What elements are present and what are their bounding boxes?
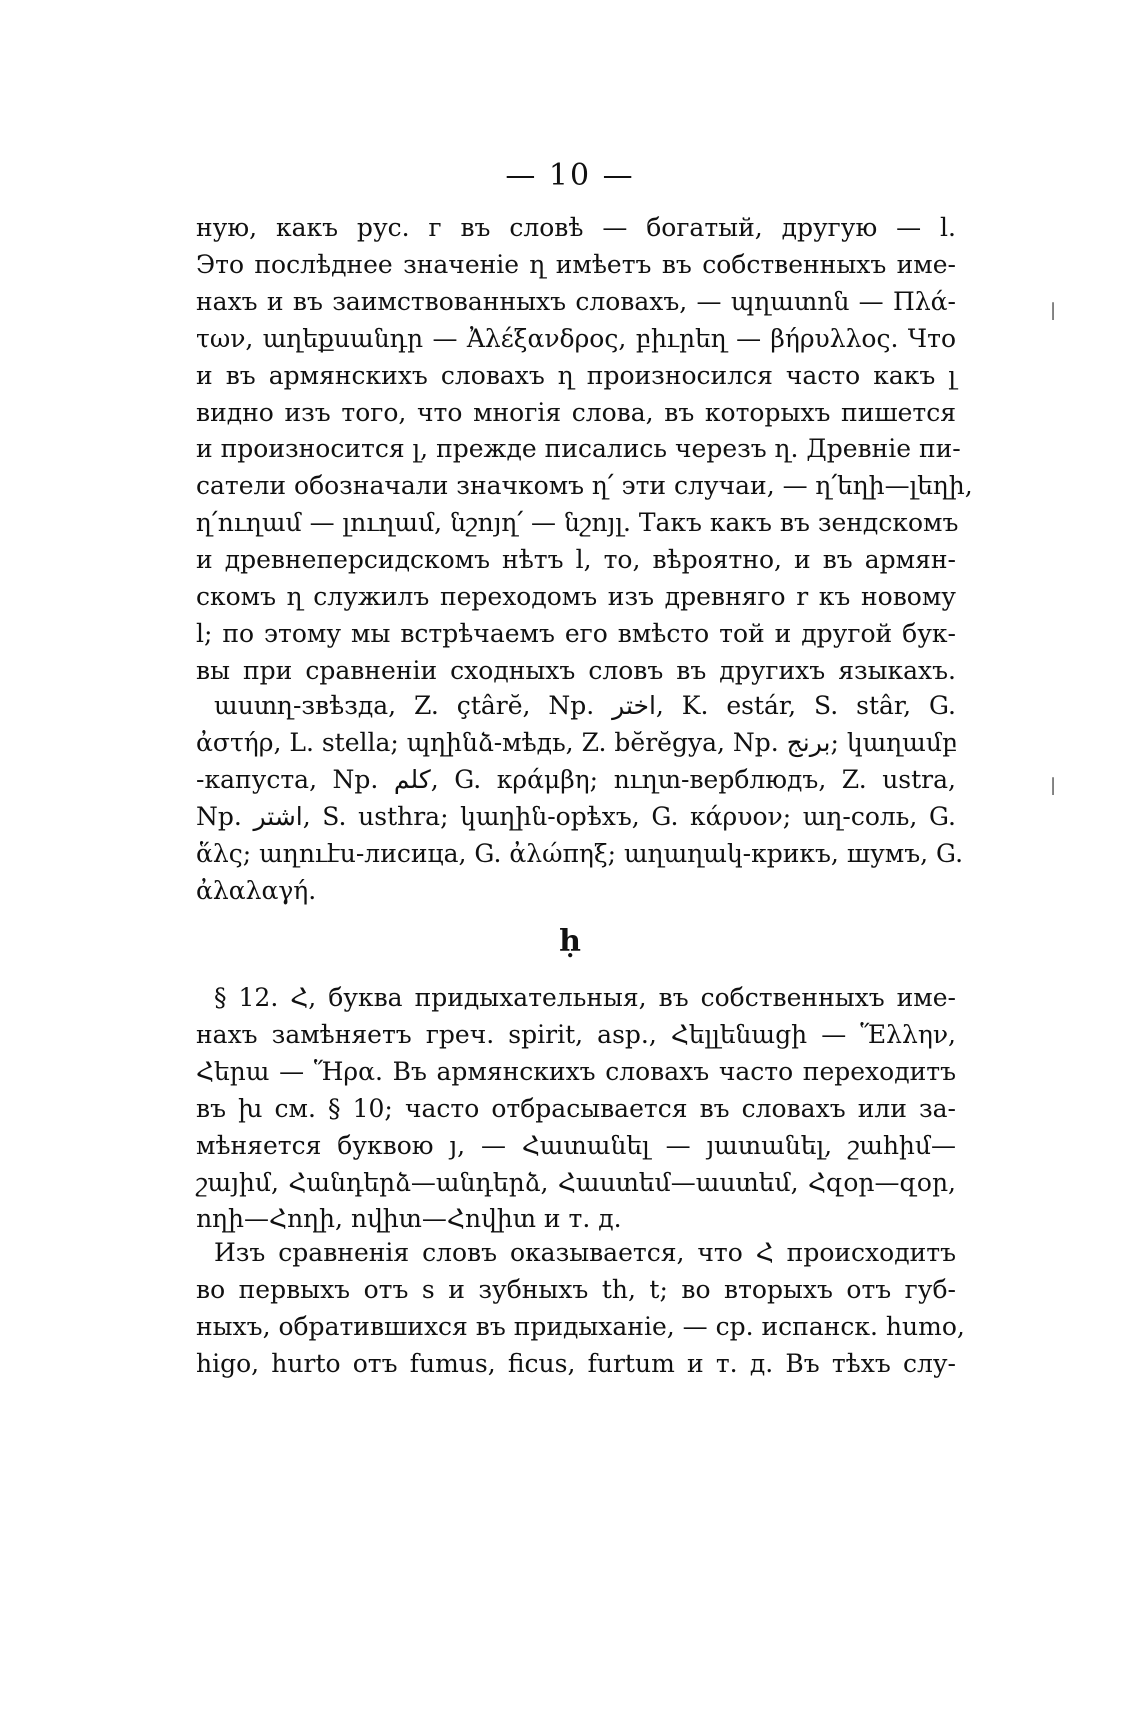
text-line: των, աղեքսանդր — Ἀλέξανδρος, բիւրեղ — βήρυλλος. Что xyxy=(196,323,956,353)
text-line: скомъ ղ служилъ переходомъ изъ древняго r къ новому xyxy=(196,582,956,612)
text-line: сатели обозначали значкомъ ղ՛ эти случаи, — ղ՛եղի—լեղի, xyxy=(196,471,973,501)
text-line: շայիմ, Հանդերձ—անդերձ, Հաստեմ—աստեմ, Հզօր—զօր, xyxy=(196,1167,956,1197)
text-line: и произносится լ, прежде писались черезъ ղ. Древніе пи- xyxy=(196,434,961,464)
margin-mark: | xyxy=(1050,775,1057,796)
text-line: ныхъ, обратившихся въ придыханіе, — ср. испанск. humo, xyxy=(196,1311,965,1341)
text-line: видно изъ того, что многія слова, въ которыхъ пишется xyxy=(196,397,956,427)
text-line: Изъ сравненія словъ оказывается, что Հ происходитъ xyxy=(214,1238,956,1267)
text-line: ἅλς; աղուէս-лисица, G. ἀλώπηξ; աղաղակ-крикъ, шумъ, G. xyxy=(196,838,964,868)
paragraph-1 xyxy=(196,210,973,690)
paragraph-4 xyxy=(196,1235,965,1383)
text-line: -капуста, Np. کلم, G. κράμβη; ուղտ-верблюдъ, Z. ustra, xyxy=(196,764,956,794)
section-heading-letter: ḥ xyxy=(559,924,581,959)
margin-mark: | xyxy=(1050,300,1057,321)
text-line: Հերա — Ἥρα. Въ армянскихъ словахъ часто переходитъ xyxy=(196,1056,956,1086)
text-line: и въ армянскихъ словахъ ղ произносился часто какъ լ xyxy=(196,360,956,390)
text-line: ղ՛ուղամ — լուղամ, նշոյղ՛ — նշոյլ. Такъ какъ въ зендскомъ xyxy=(196,508,959,538)
text-line: l; по этому мы встрѣчаемъ его вмѣсто той и другой бук- xyxy=(196,618,956,648)
text-line: во первыхъ отъ s и зубныхъ th, t; во вторыхъ отъ губ- xyxy=(196,1274,956,1304)
text-line: ἀστήρ, L. stella; պղինձ-мѣдь, Z. bĕrĕgya, Np. برنج; կաղամբ xyxy=(196,727,958,757)
page-number: — 10 — xyxy=(505,158,635,193)
text-line: ную, какъ рус. г въ словѣ — богатый, другую — l. xyxy=(196,213,956,242)
text-line: Это послѣднее значеніе ղ имѣетъ въ собственныхъ име- xyxy=(196,249,956,279)
text-line: нахъ и въ заимствованныхъ словахъ, — պղատոն — Πλά- xyxy=(196,286,956,316)
text-line: и древнеперсидскомъ нѣтъ l, то, вѣроятно, и въ армян- xyxy=(196,545,956,575)
paragraph-3 xyxy=(196,980,956,1238)
text-line: higo, hurto отъ fumus, ficus, furtum и т. д. Въ тѣхъ слу- xyxy=(196,1348,956,1378)
paragraph-2 xyxy=(196,688,964,909)
text-line: вы при сравненіи сходныхъ словъ въ другихъ языкахъ. xyxy=(196,655,956,685)
text-line: աստղ-звѣзда, Z. çtârĕ, Np. اختر, K. estár, S. stâr, G. xyxy=(214,691,957,720)
text-line: ἀλαλαγή. xyxy=(196,875,317,905)
text-line: мѣняется буквою յ, — Հատանել — յատանել, շահիմ— xyxy=(196,1130,956,1160)
text-line: § 12. Հ, буква придыхательныя, въ собственныхъ име- xyxy=(214,983,956,1012)
text-line: нахъ замѣняетъ греч. spirit, asp., Հելլենացի — Ἕλλην, xyxy=(196,1019,956,1049)
text-line: въ խ см. § 10; часто отбрасывается въ словахъ или за- xyxy=(196,1093,956,1123)
text-line: ողի—Հողի, ովիտ—Հովիտ и т. д. xyxy=(196,1204,622,1234)
text-line: Np. اشتر, S. usthra; կաղին-орѣхъ, G. κάρυον; աղ-соль, G. xyxy=(196,801,956,831)
